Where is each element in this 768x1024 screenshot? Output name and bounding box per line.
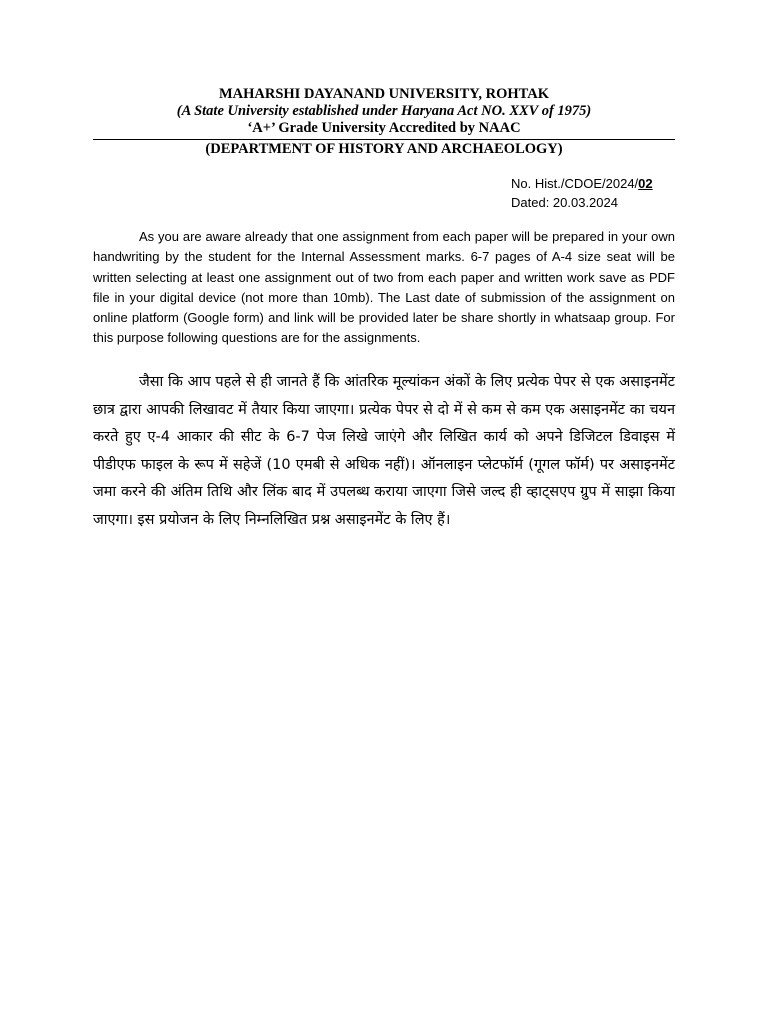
reference-number-suffix: 02	[638, 176, 653, 191]
reference-date: Dated: 20.03.2024	[511, 195, 618, 210]
establishment-line: (A State University established under Haryana Act NO. XXV of 1975)	[176, 103, 592, 119]
reference-block	[511, 174, 653, 212]
letterhead-divider	[93, 139, 675, 140]
reference-number-prefix: No. Hist./CDOE/2024/	[511, 176, 639, 191]
letterhead	[93, 86, 675, 158]
accreditation-line: ‘A+’ Grade University Accredited by NAAC	[247, 120, 521, 136]
department-name: (DEPARTMENT OF HISTORY AND ARCHAEOLOGY)	[205, 141, 563, 157]
reference-number	[511, 174, 653, 193]
university-name: MAHARSHI DAYANAND UNIVERSITY, ROHTAK	[218, 86, 550, 102]
hindi-paragraph: जैसा कि आप पहले से ही जानते हैं कि आंतरिक मूल्यांकन अंकों के लिए प्रत्येक पेपर से एक असाइनमेंट छात्र द्वारा आपकी लिखावट में तैयार किया जाएगा। प्रत्येक पेपर से दो में से कम से कम एक असाइनमेंट का चयन करते हुए ए-4 आकार की सीट के 6-7 पेज लिखे जाएंगे और लिखित कार्य को अपने डिजिटल डिवाइस में पीडीएफ फाइल के रूप में सहेजें (10 एमबी से अधिक नहीं)। ऑनलाइन प्लेटफॉर्म (गूगल फॉर्म) पर असाइनमेंट जमा करने की अंतिम तिथि और लिंक बाद में उपलब्ध कराया जाएगा जिसे जल्द ही व्हाट्सएप ग्रुप में साझा किया जाएगा। इस प्रयोजन के लिए निम्नलिखित प्रश्न असाइनमेंट के लिए हैं।	[93, 374, 675, 528]
english-paragraph: As you are aware already that one assignment from each paper will be prepared in your own handwriting by the student for the Internal Assessment marks. 6-7 pages of A-4 size seat will be written selecting at least one assignment out of two from each paper and written work save as PDF file in your digital device (not more than 10mb). The Last date of submission of the assignment on online platform (Google form) and link will be provided later be share shortly in whatsaap group. For this purpose following questions are for the assignments.	[93, 229, 675, 346]
